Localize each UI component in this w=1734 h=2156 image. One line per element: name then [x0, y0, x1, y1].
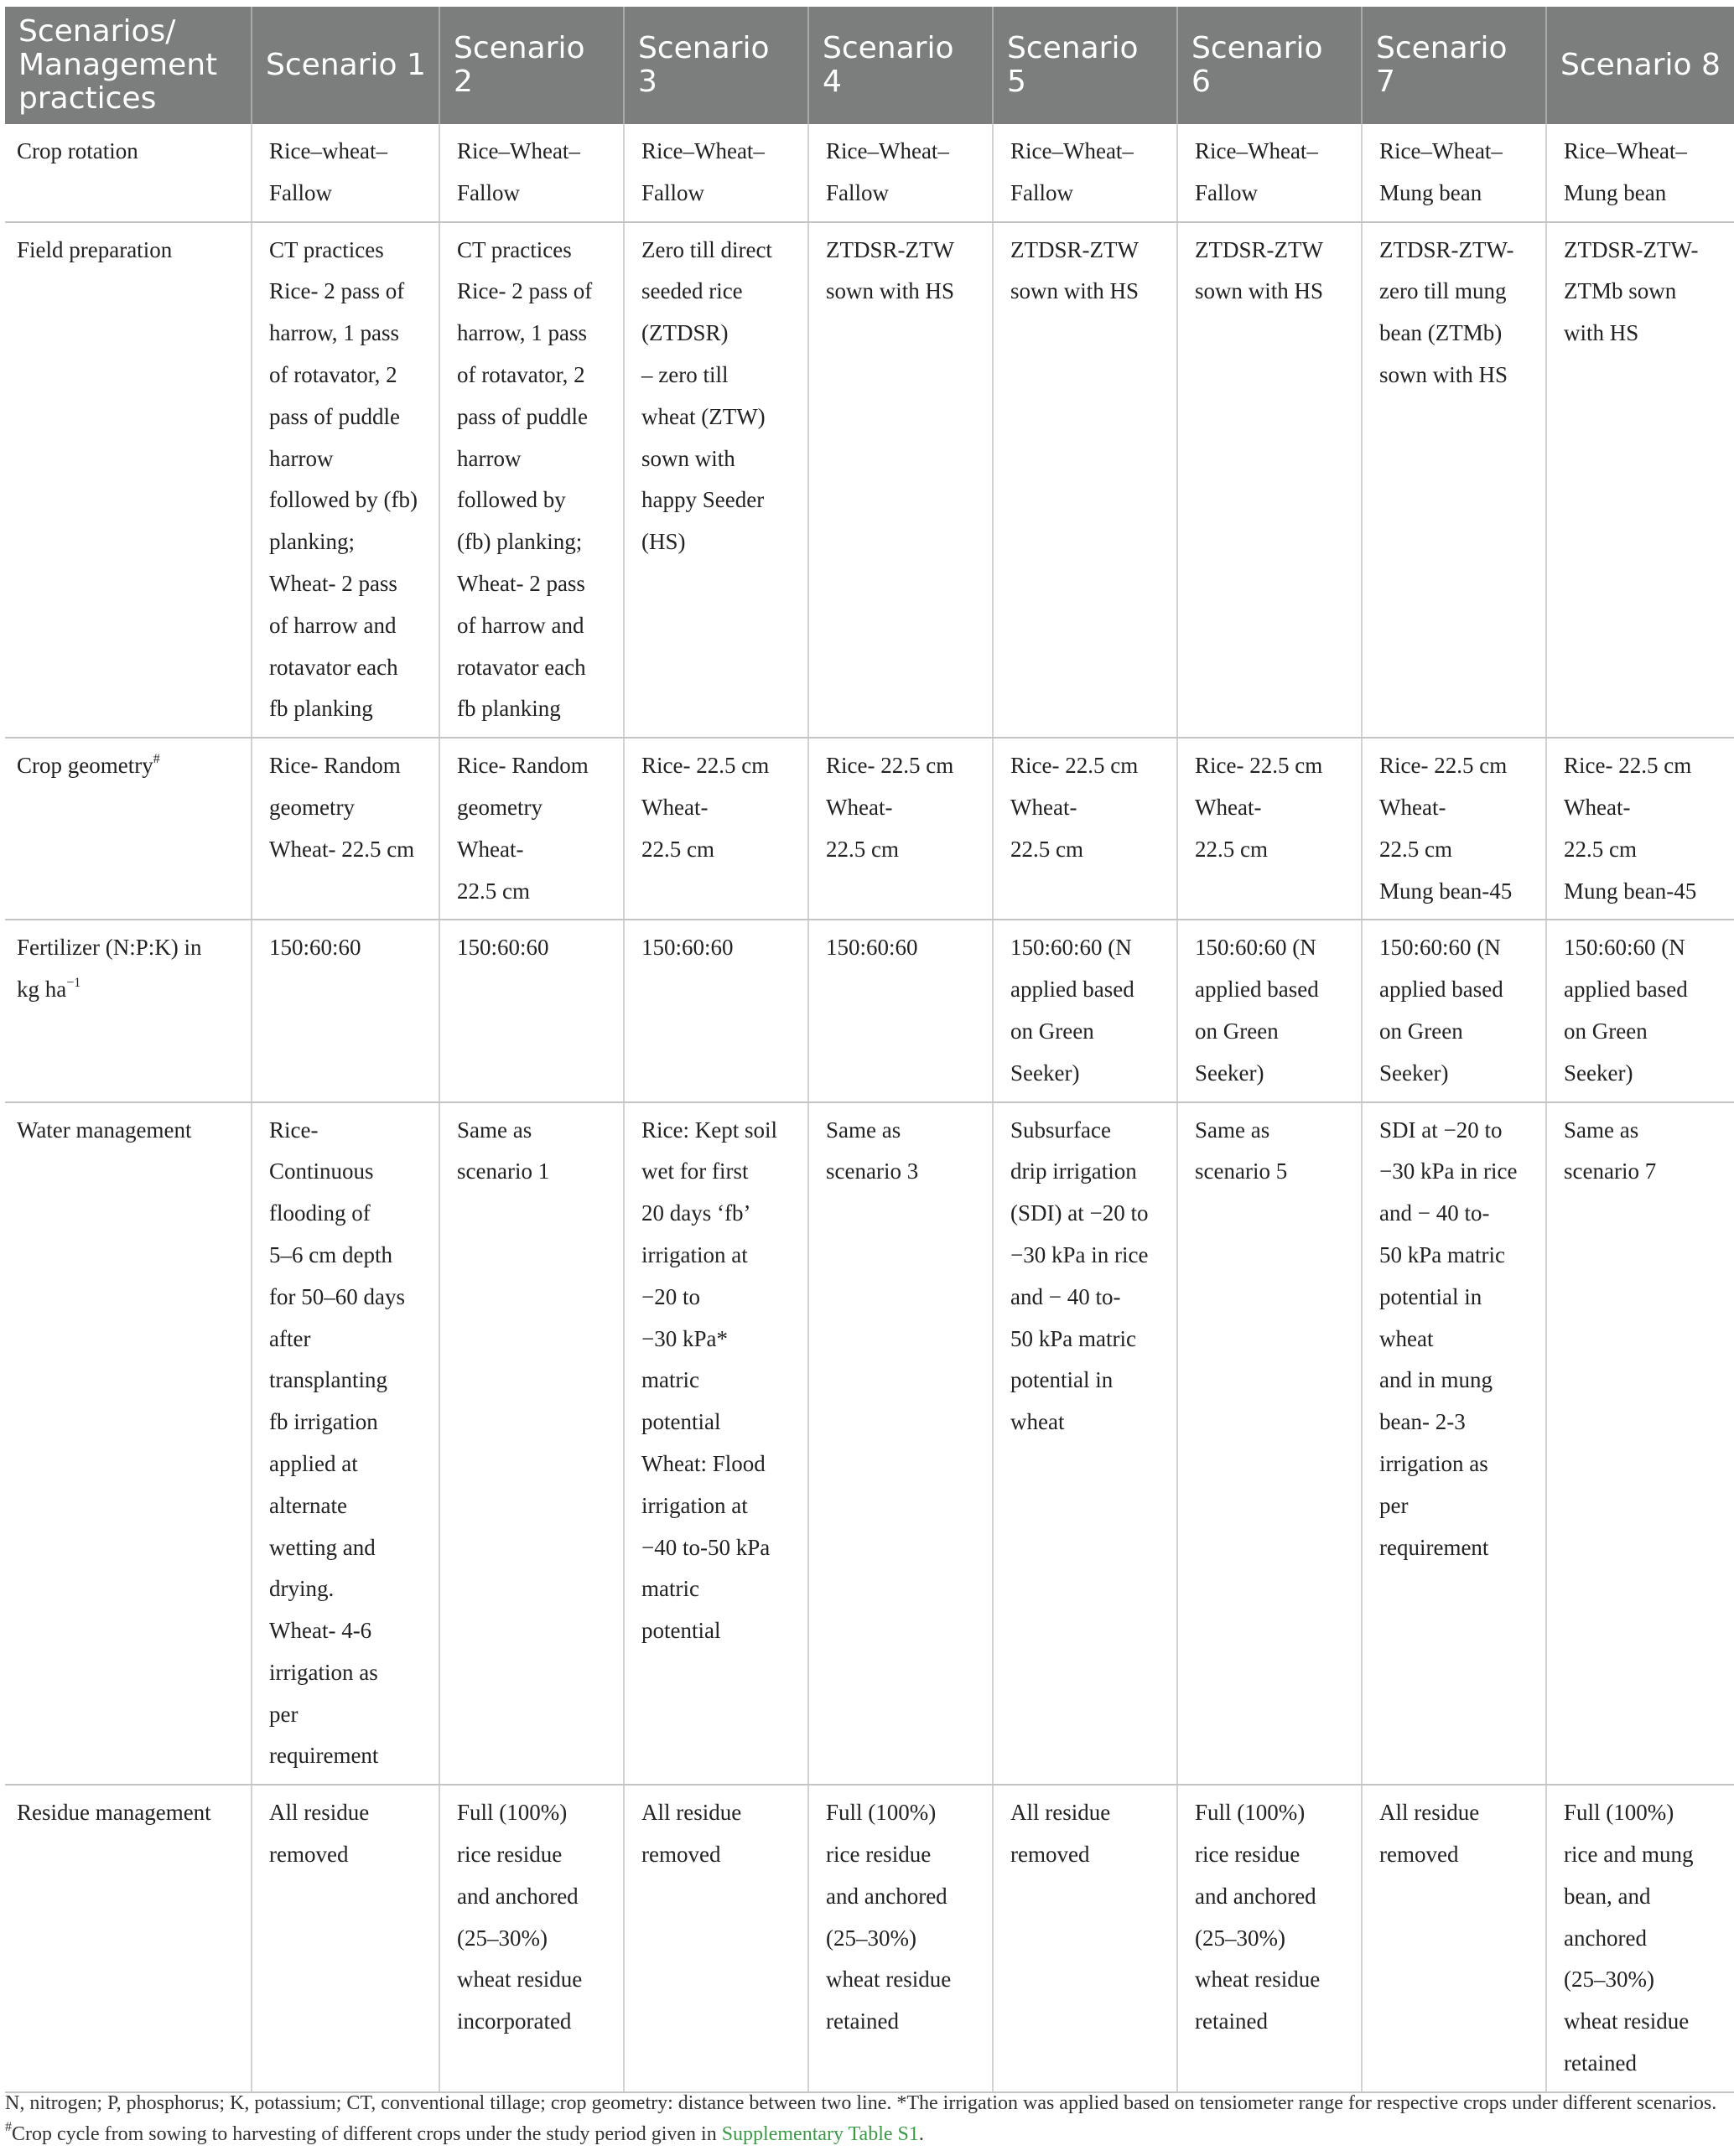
- supplementary-table-link[interactable]: Supplementary Table S1: [721, 2123, 919, 2145]
- table-row-crop-rotation: [5, 124, 1734, 222]
- table-row-water-management: [5, 1102, 1734, 1785]
- table-cell: ZTDSR-ZTW sown with HS: [1177, 222, 1362, 739]
- table-cell: Full (100%) rice residue and anchored (25–30%) wheat residue incorporated: [439, 1785, 624, 2092]
- table-cell: Rice- 22.5 cm Wheat- 22.5 cm: [624, 738, 808, 920]
- row-label-field-preparation: Field preparation: [5, 222, 252, 739]
- table-row-fertilizer: [5, 920, 1734, 1101]
- table-cell: 150:60:60: [624, 920, 808, 1101]
- table-cell: Rice–Wheat– Fallow: [1177, 124, 1362, 222]
- header-scenario-5: Scenario 5: [993, 7, 1177, 124]
- row-label-text: Crop geometry: [17, 753, 153, 779]
- table-cell: All residue removed: [624, 1785, 808, 2092]
- table-cell: Same as scenario 5: [1177, 1102, 1362, 1785]
- table-cell: Full (100%) rice residue and anchored (25–30%) wheat residue retained: [808, 1785, 993, 2092]
- table-cell: Rice- 22.5 cm Wheat- 22.5 cm: [1177, 738, 1362, 920]
- row-label-crop-rotation: Crop rotation: [5, 124, 252, 222]
- table-cell: Full (100%) rice residue and anchored (25–30%) wheat residue retained: [1177, 1785, 1362, 2092]
- table-cell: Rice–Wheat– Mung bean: [1362, 124, 1546, 222]
- row-label-residue-management: Residue management: [5, 1785, 252, 2092]
- table-cell: Rice–Wheat– Fallow: [439, 124, 624, 222]
- table-cell: All residue removed: [1362, 1785, 1546, 2092]
- table-cell: ZTDSR-ZTW sown with HS: [808, 222, 993, 739]
- table-cell: Rice: Kept soil wet for first 20 days ‘fb’ irrigation at −20 to −30 kPa* matric potential Wheat: Flood irrigation at −40 to-50 kPa matric potential: [624, 1102, 808, 1785]
- row-label-fertilizer: [5, 920, 252, 1101]
- table-cell: 150:60:60 (N applied based on Green Seeker): [1177, 920, 1362, 1101]
- table-cell: Subsurface drip irrigation (SDI) at −20 to −30 kPa in rice and − 40 to- 50 kPa matric potential in wheat: [993, 1102, 1177, 1785]
- table-header-row: [5, 7, 1734, 124]
- table-cell: Rice–wheat– Fallow: [252, 124, 439, 222]
- row-label-text: Fertilizer (N:P:K) in kg ha: [17, 935, 202, 1003]
- unit-exponent: −1: [66, 976, 81, 991]
- table-cell: Rice–Wheat– Fallow: [808, 124, 993, 222]
- table-cell: Rice- 22.5 cm Wheat- 22.5 cm: [993, 738, 1177, 920]
- header-scenario-8: Scenario 8: [1546, 7, 1734, 124]
- table-cell: Rice–Wheat– Fallow: [993, 124, 1177, 222]
- table-cell: Rice- 22.5 cm Wheat- 22.5 cm: [808, 738, 993, 920]
- table-cell: Rice- Random geometry Wheat- 22.5 cm: [439, 738, 624, 920]
- table-cell: Rice- 22.5 cm Wheat- 22.5 cm Mung bean-45: [1362, 738, 1546, 920]
- table-cell: Same as scenario 3: [808, 1102, 993, 1785]
- table-cell: 150:60:60 (N applied based on Green Seeker): [1362, 920, 1546, 1101]
- table-cell: Zero till direct seeded rice (ZTDSR) – zero till wheat (ZTW) sown with happy Seeder (HS): [624, 222, 808, 739]
- table-cell: Rice- Random geometry Wheat- 22.5 cm: [252, 738, 439, 920]
- scenario-table-container: [5, 7, 1734, 2093]
- header-scenario-3: Scenario 3: [624, 7, 808, 124]
- table-cell: Same as scenario 1: [439, 1102, 624, 1785]
- table-cell: All residue removed: [252, 1785, 439, 2092]
- table-cell: Rice- 22.5 cm Wheat- 22.5 cm Mung bean-45: [1546, 738, 1734, 920]
- table-cell: CT practices Rice- 2 pass of harrow, 1 pass of rotavator, 2 pass of puddle harrow followed by (fb) planking; Wheat- 2 pass of harrow and rotavator each fb planking: [252, 222, 439, 739]
- table-row-crop-geometry: [5, 738, 1734, 920]
- header-scenario-2: Scenario 2: [439, 7, 624, 124]
- table-cell: 150:60:60: [808, 920, 993, 1101]
- table-cell: Rice- Continuous flooding of 5–6 cm depth for 50–60 days after transplanting fb irrigation applied at alternate wetting and drying. Wheat- 4-6 irrigation as per requirement: [252, 1102, 439, 1785]
- table-footnote: [5, 2088, 1729, 2150]
- table-cell: 150:60:60: [252, 920, 439, 1101]
- table-cell: ZTDSR-ZTW sown with HS: [993, 222, 1177, 739]
- table-cell: 150:60:60 (N applied based on Green Seeker): [1546, 920, 1734, 1101]
- table-cell: Same as scenario 7: [1546, 1102, 1734, 1785]
- table-cell: ZTDSR-ZTW- ZTMb sown with HS: [1546, 222, 1734, 739]
- table-cell: Rice–Wheat– Fallow: [624, 124, 808, 222]
- table-row-field-preparation: [5, 222, 1734, 739]
- footnote-text-2: Crop cycle from sowing to harvesting of different crops under the study period given in: [12, 2123, 722, 2145]
- table-cell: Full (100%) rice and mung bean, and anchored (25–30%) wheat residue retained: [1546, 1785, 1734, 2092]
- row-label-water-management: Water management: [5, 1102, 252, 1785]
- table-cell: All residue removed: [993, 1785, 1177, 2092]
- header-row-label: Scenarios/ Management practices: [5, 7, 252, 124]
- header-scenario-4: Scenario 4: [808, 7, 993, 124]
- scenario-table: [5, 7, 1734, 2093]
- header-scenario-7: Scenario 7: [1362, 7, 1546, 124]
- table-cell: 150:60:60: [439, 920, 624, 1101]
- hash-footnote-mark: #: [153, 752, 160, 767]
- table-cell: 150:60:60 (N applied based on Green Seeker): [993, 920, 1177, 1101]
- table-cell: CT practices Rice- 2 pass of harrow, 1 pass of rotavator, 2 pass of puddle harrow followed by (fb) planking; Wheat- 2 pass of harrow and rotavator each fb planking: [439, 222, 624, 739]
- hash-footnote-mark: #: [5, 2120, 12, 2134]
- table-cell: ZTDSR-ZTW- zero till mung bean (ZTMb) sown with HS: [1362, 222, 1546, 739]
- table-row-residue-management: [5, 1785, 1734, 2092]
- table-cell: SDI at −20 to −30 kPa in rice and − 40 to- 50 kPa matric potential in wheat and in mung bean- 2-3 irrigation as per requirement: [1362, 1102, 1546, 1785]
- header-scenario-6: Scenario 6: [1177, 7, 1362, 124]
- row-label-crop-geometry: [5, 738, 252, 920]
- footnote-text: N, nitrogen; P, phosphorus; K, potassium; CT, conventional tillage; crop geometry: distance between two line. *The irrigation was applied based on tensiometer range for respective crops under different scenarios.: [5, 2092, 1717, 2114]
- header-scenario-1: Scenario 1: [252, 7, 439, 124]
- table-cell: Rice–Wheat– Mung bean: [1546, 124, 1734, 222]
- footnote-end: .: [918, 2123, 924, 2145]
